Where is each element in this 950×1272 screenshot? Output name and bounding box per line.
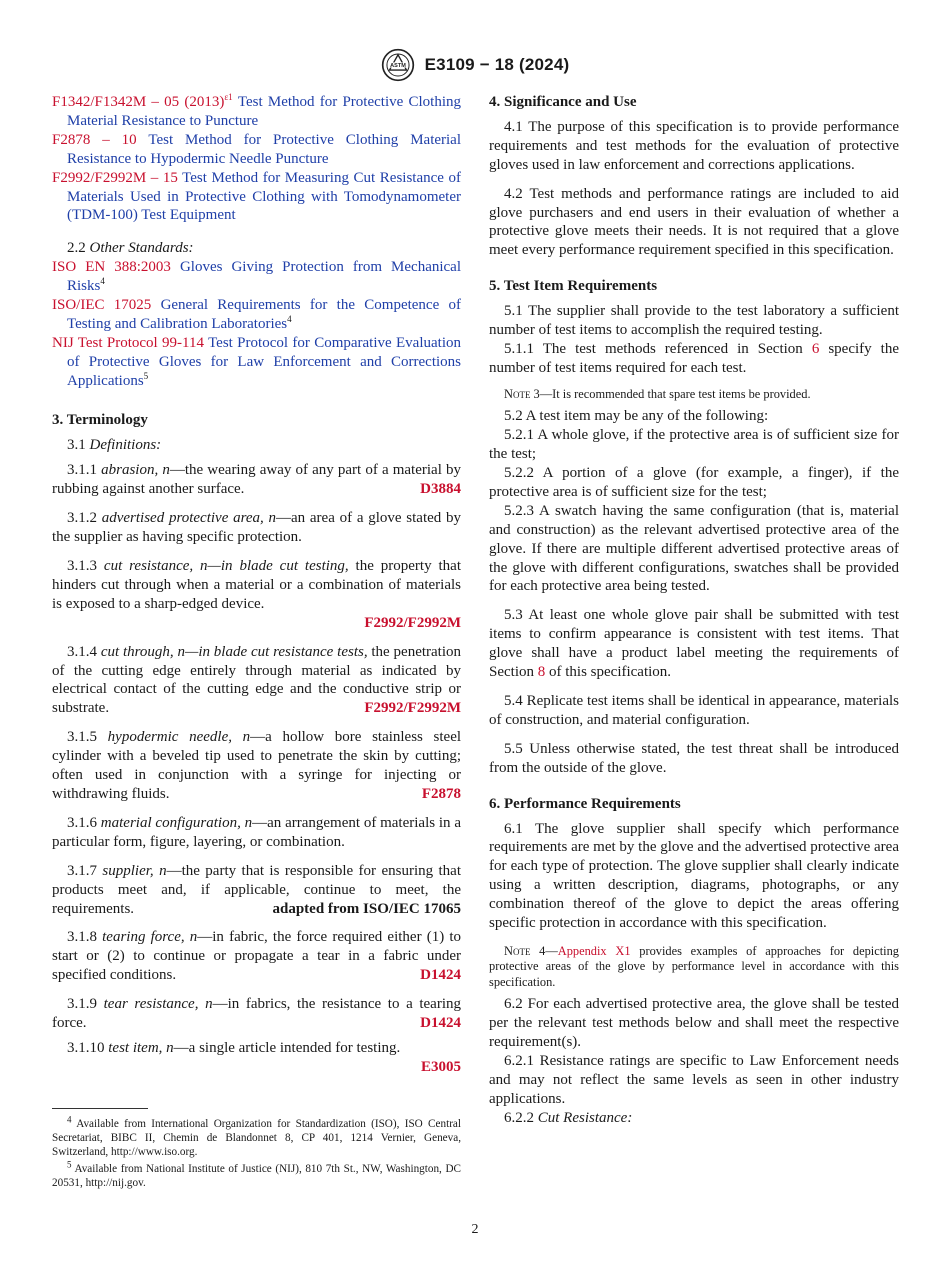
footnote-divider	[52, 1108, 148, 1109]
definition-item: 3.1.7 supplier, n—the party that is responsible for ensuring that products meet and, if applicable, continue to meet, the requirements. adapted from ISO/IEC 17065	[52, 862, 462, 917]
paragraph: 6.2 For each advertised protective area, the glove shall be tested per the relevant test methods below and shall meet the respective requirement(s).	[489, 996, 899, 1051]
section-link[interactable]: 6	[811, 340, 820, 357]
definition-item: 3.1.10 test item, n—a single article intended for testing. E3005	[67, 1039, 461, 1075]
paragraph: 5.2.3 A swatch having the same configuration (that is, material and construction) as the relevant advertised protective area of the glove. If there are multiple different advertised protective areas of the glove with different configurations, swatches shall be provided for each protective area being tested.	[489, 502, 899, 595]
reference-item[interactable]: ISO/IEC 17025 General Requirements for the Competence of Testing and Calibration Laboratories$^4$	[52, 297, 462, 332]
reference-item[interactable]: ISO EN 388:2003 Gloves Giving Protection from Mechanical Risks$^4$	[52, 259, 461, 295]
paragraph: 5.5 Unless otherwise stated, the test threat shall be introduced from the outside of the glove.	[489, 740, 899, 776]
svg-text:ASTM: ASTM	[389, 63, 406, 70]
paragraph: 5.4 Replicate test items shall be identical in appearance, materials of construction, and material configuration.	[489, 692, 899, 728]
paragraph: 4.1 The purpose of this specification is to provide performance requirements and test methods for the evaluation of protective gloves used in law enforcement and corrections applications.	[489, 118, 899, 173]
paragraph: 5.2.2 A portion of a glove (for example, a finger), if the protective area is of sufficient size for the test;	[489, 465, 899, 500]
footnote: $^5$ Available from National Institute of Justice (NIJ), 810 7th St., NW, Washington, DC 20531, http://nij.gov.	[52, 1158, 461, 1189]
astm-logo-icon	[381, 48, 415, 82]
paragraph: 5.1.1 The test methods referenced in Section 6 specify the number of test items required for each test.	[489, 340, 899, 376]
left-column	[52, 93, 461, 1077]
appendix-link[interactable]: Appendix X1	[557, 943, 631, 958]
reference-item[interactable]: F2878 – 10 Test Method for Protective Clothing Material Resistance to Hypodermic Needle Puncture	[52, 131, 462, 167]
section-heading-test-items: 5. Test Item Requirements	[489, 278, 658, 295]
definition-item: 3.1.5 hypodermic needle, n—a hollow bore stainless steel cylinder with a beveled tip used to penetrate the skin by cutting; often used in conjunction with a syringe for injecting or withdrawing fluids. F2878	[52, 729, 462, 802]
reference-item[interactable]: F2992/F2992M – 15 Test Method for Measuring Cut Resistance of Materials Used in Protective Clothing with Tomodynamometer (TDM-100) Test Equipment	[52, 169, 461, 224]
definition-item: 3.1.3 cut resistance, n—in blade cut testing, the property that hinders cut through when a material or a combination of materials is exposed to a sharp-edged device. F2992/F2992M	[52, 558, 461, 631]
section-heading-performance: 6. Performance Requirements	[489, 795, 681, 812]
reference-item[interactable]: F1342/F1342M – 05 $(2013)^{\varepsilon 1}$ Test Method for Protective Clothing Material Resistance to Puncture	[52, 92, 461, 129]
paragraph: 5.2.1 A whole glove, if the protective area is of sufficient size for the test;	[489, 427, 899, 463]
paragraph: 6.2.2 Cut Resistance:	[504, 1109, 633, 1126]
definition-item: 3.1.8 tearing force, n—in fabric, the force required either (1) to start or (2) to continue or propagate a tear in a fabric under specified conditions. D1424	[52, 929, 462, 984]
paragraph: 5.2 A test item may be any of the following:	[504, 408, 769, 425]
page-header	[0, 48, 950, 82]
definition-item: 3.1.9 tear resistance, n—in fabrics, the resistance to a tearing force. D1424	[52, 996, 461, 1032]
paragraph: 5.3 At least one whole glove pair shall be submitted with test items to confirm appearance is consistent with test items. That glove shall have a product label meeting the requirements of Section 8 of this specification.	[489, 607, 899, 681]
right-column	[489, 93, 899, 1128]
definition-item: 3.1.6 material configuration, n—an arrangement of materials in a particular form, figure, layering, or combination.	[52, 814, 461, 850]
note: Note 4—Appendix X1 provides examples of approaches for depicting protective areas of the glove by performance level in accordance with this specification.	[489, 943, 899, 989]
paragraph: 6.1 The glove supplier shall specify which performance requirements are met by the glove and the advertised protective area for each type of protection. The glove supplier shall clearly indicate using a written description, diagrams, photographs, or any combination thereof of the glove to depict the areas offering specific protection in accordance with this specification.	[489, 820, 899, 932]
paragraph: 6.2.1 Resistance ratings are specific to Law Enforcement needs and may not reflect the same levels as seen in other industry applications.	[489, 1053, 899, 1107]
section-heading-terminology: 3. Terminology	[52, 411, 148, 428]
section-link[interactable]: 8	[537, 664, 546, 681]
footnotes	[52, 1114, 461, 1192]
footnote: $^4$ Available from International Organization for Standardization (ISO), ISO Central Secretariat, BIBC II, Chemin de Blandonnet 8, CP 401, 1214 Vernier, Geneva, Switzerland, http://www.iso.org.	[52, 1114, 461, 1159]
definition-item: 3.1.1 abrasion, n—the wearing away of any part of a material by rubbing against another surface. D3884	[52, 462, 461, 498]
definitions-label: 3.1 Definitions:	[67, 436, 162, 453]
page-number: 2	[471, 1222, 479, 1237]
document-id: E3109 − 18 (2024)	[424, 55, 570, 74]
section-heading-significance: 4. Significance and Use	[489, 94, 637, 110]
reference-item[interactable]: NIJ Test Protocol 99-114 Test Protocol for Comparative Evaluation of Protective Gloves for Law Enforcement and Corrections Applications$^5$	[52, 334, 461, 389]
paragraph: 4.2 Test methods and performance ratings are included to aid glove purchasers and end users in their evaluation of whether a protective glove meets their needs. It is not required that a glove meet every performance requirement specified in this specification.	[489, 185, 899, 259]
paragraph: 5.1 The supplier shall provide to the test laboratory a sufficient number of test items to accomplish the required testing.	[489, 303, 899, 339]
definition-item: 3.1.2 advertised protective area, n—an area of a glove stated by the supplier as having specific protection.	[52, 510, 461, 546]
definition-item: 3.1.4 cut through, n—in blade cut resistance tests, the penetration of the cutting edge entirely through material as indicated by electrical contact of the cutting edge and the conductive strip or substrate. F2992/F2992M	[52, 643, 462, 717]
other-standards-heading: 2.2 Other Standards:	[67, 240, 194, 257]
note: Note 3—It is recommended that spare test items be provided.	[504, 386, 811, 401]
